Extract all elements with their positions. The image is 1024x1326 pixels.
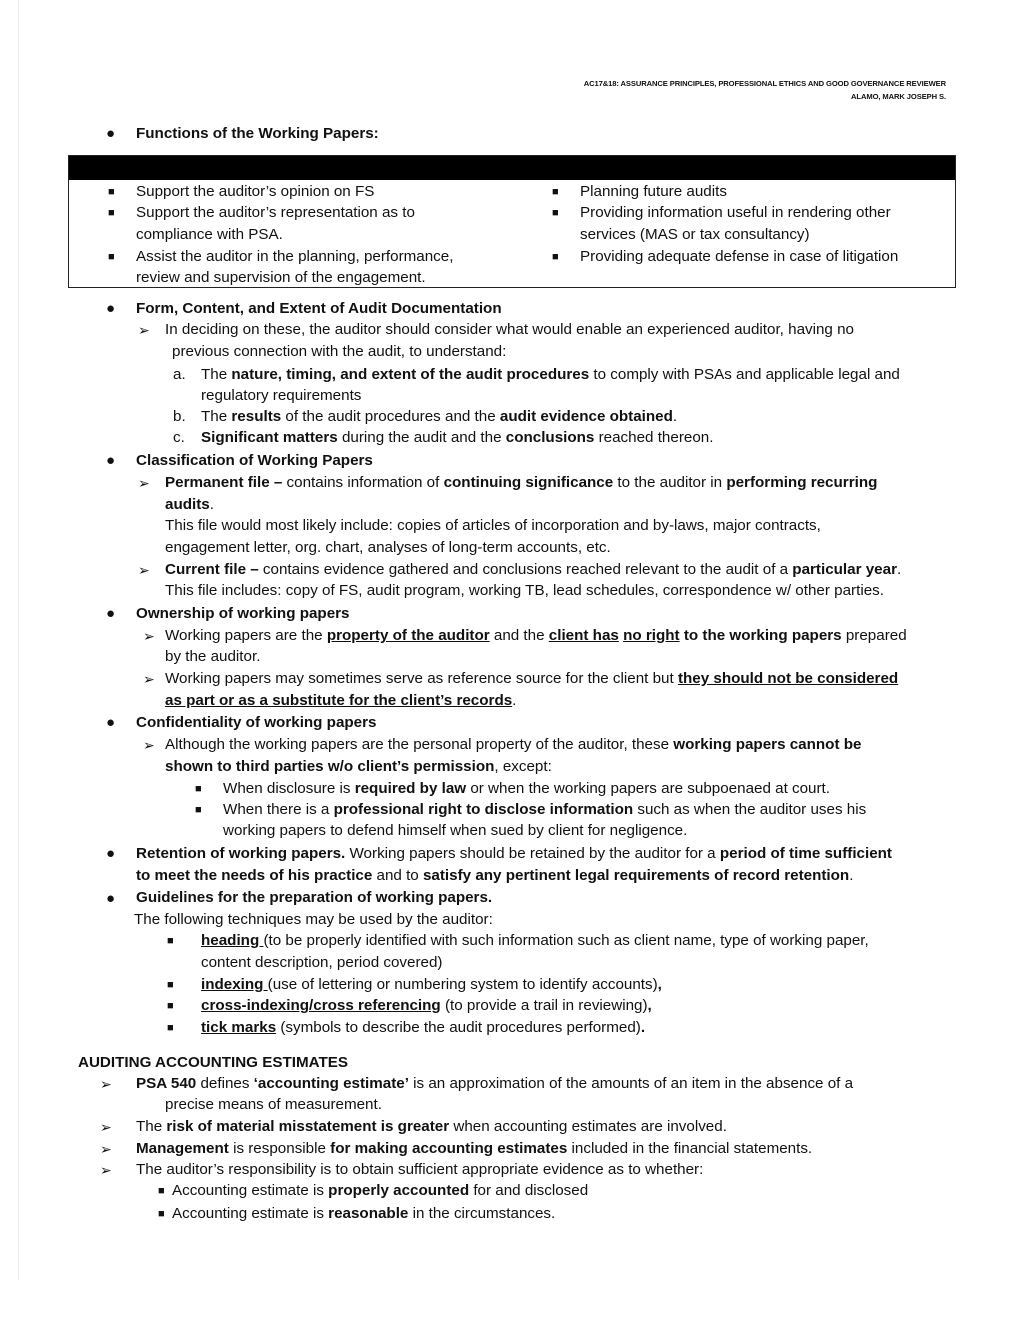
estimates-sub-2: Accounting estimate is reasonable in the circumstances. xyxy=(172,1205,556,1222)
estimates-point-1-cont: precise means of measurement. xyxy=(165,1096,382,1113)
square-bullet-icon: ■ xyxy=(158,1208,165,1220)
ownership-line-2: Working papers may sometimes serve as reference source for the client but they should not be considered xyxy=(165,670,899,687)
square-bullet-icon: ■ xyxy=(167,1000,174,1012)
square-bullet-icon: ■ xyxy=(108,186,115,198)
form-item-a-cont: regulatory requirements xyxy=(201,387,362,404)
functions-right-item: Providing information useful in rendering other xyxy=(580,204,891,221)
estimates-point-3: Management is responsible for making accounting estimates included in the financial statements. xyxy=(136,1140,813,1157)
bullet-dot-icon: ● xyxy=(106,300,116,317)
list-label: c. xyxy=(173,429,185,446)
functions-left-item: Assist the auditor in the planning, performance, xyxy=(136,248,454,265)
functions-right-item: Providing adequate defense in case of litigation xyxy=(580,248,899,265)
list-label: a. xyxy=(173,366,186,383)
square-bullet-icon: ■ xyxy=(167,935,174,947)
confidentiality-line-2: shown to third parties w/o client’s permission, except: xyxy=(165,758,552,775)
functions-right-item: Planning future audits xyxy=(580,183,727,200)
permanent-file-cont: audits. xyxy=(165,496,214,513)
guideline-indexing: indexing (use of lettering or numbering system to identify accounts), xyxy=(201,976,662,993)
list-label: b. xyxy=(173,408,186,425)
bullet-dot-icon: ● xyxy=(106,125,116,142)
functions-left-item: compliance with PSA. xyxy=(136,226,283,243)
estimates-sub-1: Accounting estimate is properly accounted for and disclosed xyxy=(172,1182,589,1199)
functions-right-item: services (MAS or tax consultancy) xyxy=(580,226,810,243)
guidelines-intro: The following techniques may be used by the auditor: xyxy=(134,911,493,928)
form-intro: In deciding on these, the auditor should consider what would enable an experienced auditor, having no xyxy=(165,321,854,338)
arrow-bullet-icon: ➢ xyxy=(100,1141,112,1157)
bullet-dot-icon: ● xyxy=(106,845,116,862)
ownership-line-1: Working papers are the property of the auditor and the client has no right to the working papers prepared xyxy=(165,627,907,644)
square-bullet-icon: ■ xyxy=(108,207,115,219)
form-item-a: The nature, timing, and extent of the audit procedures to comply with PSAs and applicable legal and xyxy=(201,366,900,383)
functions-left-item: review and supervision of the engagement. xyxy=(136,269,426,286)
permanent-file: Permanent file – contains information of continuing significance to the auditor in performing recurring xyxy=(165,474,878,491)
retention-line-2: to meet the needs of his practice and to satisfy any pertinent legal requirements of record retention. xyxy=(136,867,854,884)
form-intro-cont: previous connection with the audit, to understand: xyxy=(172,343,507,360)
form-item-b: The results of the audit procedures and the audit evidence obtained. xyxy=(201,408,678,425)
guidelines-title: Guidelines for the preparation of working papers. xyxy=(136,889,493,906)
guideline-heading: heading (to be properly identified with such information such as client name, type of working paper, xyxy=(201,932,869,949)
confidentiality-title: Confidentiality of working papers xyxy=(136,714,377,731)
estimates-title: AUDITING ACCOUNTING ESTIMATES xyxy=(78,1054,348,1071)
page-edge-line xyxy=(18,0,19,1280)
permanent-file-desc-cont: engagement letter, org. chart, analyses of long-term accounts, etc. xyxy=(165,539,611,556)
header-course-title: AC17&18: ASSURANCE PRINCIPLES, PROFESSIONAL ETHICS AND GOOD GOVERNANCE REVIEWER xyxy=(583,79,946,88)
confidentiality-line-1: Although the working papers are the personal property of the auditor, these working papers cannot be xyxy=(165,736,862,753)
arrow-bullet-icon: ➢ xyxy=(100,1119,112,1135)
square-bullet-icon: ■ xyxy=(108,251,115,263)
arrow-bullet-icon: ➢ xyxy=(100,1162,112,1178)
current-file: Current file – contains evidence gathered and conclusions reached relevant to the audit of a particular year. xyxy=(165,561,902,578)
arrow-bullet-icon: ➢ xyxy=(138,475,150,491)
functions-title: Functions of the Working Papers: xyxy=(136,125,379,142)
page-header xyxy=(584,77,946,103)
classification-title: Classification of Working Papers xyxy=(136,452,373,469)
current-file-desc: This file includes: copy of FS, audit program, working TB, lead schedules, correspondence w/ other parties. xyxy=(165,582,884,599)
functions-left-item: Support the auditor’s opinion on FS xyxy=(136,183,375,200)
bullet-dot-icon: ● xyxy=(106,605,116,622)
bullet-dot-icon: ● xyxy=(106,714,116,731)
ownership-title: Ownership of working papers xyxy=(136,605,350,622)
header-author: ALAMO, MARK JOSEPH S. xyxy=(851,92,946,101)
arrow-bullet-icon: ➢ xyxy=(143,628,155,644)
ownership-line-1-cont: by the auditor. xyxy=(165,648,261,665)
arrow-bullet-icon: ➢ xyxy=(138,322,150,338)
guideline-cross-indexing: cross-indexing/cross referencing (to provide a trail in reviewing), xyxy=(201,997,652,1014)
square-bullet-icon: ■ xyxy=(158,1185,165,1197)
arrow-bullet-icon: ➢ xyxy=(143,737,155,753)
form-title: Form, Content, and Extent of Audit Documentation xyxy=(136,300,502,317)
confidentiality-exception-2: When there is a professional right to disclose information such as when the auditor uses his xyxy=(223,801,867,818)
ownership-line-2-cont: as part or as a substitute for the client’s records. xyxy=(165,692,517,709)
arrow-bullet-icon: ➢ xyxy=(100,1076,112,1092)
bullet-dot-icon: ● xyxy=(106,890,116,907)
square-bullet-icon: ■ xyxy=(167,1022,174,1034)
confidentiality-exception-1: When disclosure is required by law or when the working papers are subpoenaed at court. xyxy=(223,780,830,797)
square-bullet-icon: ■ xyxy=(552,186,559,198)
estimates-point-2: The risk of material misstatement is greater when accounting estimates are involved. xyxy=(136,1118,727,1135)
square-bullet-icon: ■ xyxy=(195,783,202,795)
estimates-point-1: PSA 540 defines ‘accounting estimate’ is an approximation of the amounts of an item in the absence of a xyxy=(136,1075,854,1092)
functions-left-item: Support the auditor’s representation as to xyxy=(136,204,415,221)
guideline-heading-cont: content description, period covered) xyxy=(201,954,443,971)
estimates-point-4: The auditor’s responsibility is to obtain sufficient appropriate evidence as to whether: xyxy=(136,1161,704,1178)
square-bullet-icon: ■ xyxy=(195,804,202,816)
square-bullet-icon: ■ xyxy=(167,979,174,991)
form-item-c: Significant matters during the audit and the conclusions reached thereon. xyxy=(201,429,714,446)
square-bullet-icon: ■ xyxy=(552,251,559,263)
arrow-bullet-icon: ➢ xyxy=(138,562,150,578)
square-bullet-icon: ■ xyxy=(552,207,559,219)
functions-table-header-bar xyxy=(69,156,955,180)
guideline-tick-marks: tick marks (symbols to describe the audit procedures performed). xyxy=(201,1019,646,1036)
retention-line-1: Retention of working papers. Working papers should be retained by the auditor for a period of time sufficient xyxy=(136,845,892,862)
bullet-dot-icon: ● xyxy=(106,452,116,469)
permanent-file-desc: This file would most likely include: copies of articles of incorporation and by-laws, major contracts, xyxy=(165,517,821,534)
arrow-bullet-icon: ➢ xyxy=(143,671,155,687)
confidentiality-exception-2-cont: working papers to defend himself when sued by client for negligence. xyxy=(223,822,688,839)
